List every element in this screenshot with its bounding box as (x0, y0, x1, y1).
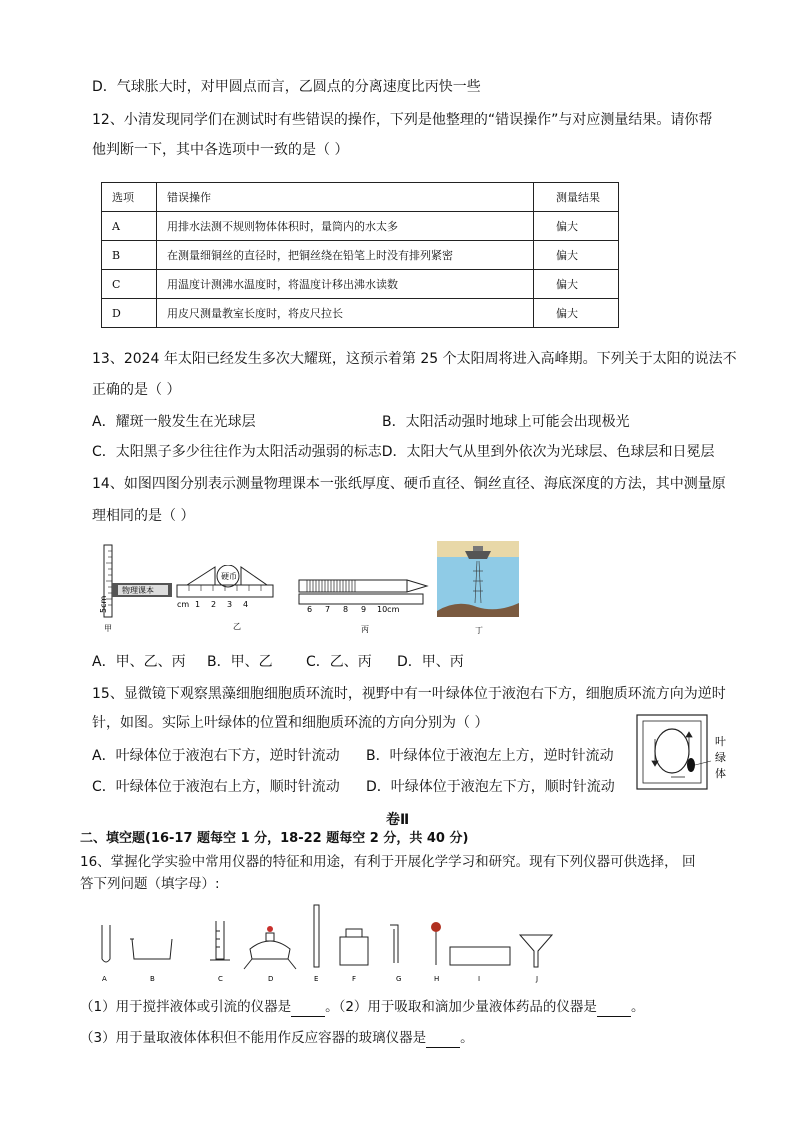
book-label: 物理课本 (122, 586, 154, 595)
svg-text:2: 2 (211, 600, 217, 609)
table-cell: B (102, 241, 157, 270)
table-cell: 偏大 (534, 241, 619, 270)
q16-sub2-period: 。 (630, 999, 645, 1015)
svg-text:1: 1 (195, 600, 201, 609)
svg-text:4: 4 (243, 600, 249, 609)
table-cell: 偏大 (534, 299, 619, 328)
q14-option-b: B．甲、乙 (207, 654, 273, 670)
figure-bing-pencil-wire (297, 576, 433, 636)
table-cell: C (102, 270, 157, 299)
figure-lab-instruments (92, 903, 562, 985)
q14-option-d: D．甲、丙 (397, 654, 464, 670)
q16-stem-line2: 答下列问题（填字母）: (80, 876, 220, 892)
table-cell: 用排水法测不规则物体体积时，量筒内的水太多 (157, 212, 534, 241)
figure-label-jia: 甲 (104, 624, 112, 633)
table-cell: 用皮尺测量教室长度时，将皮尺拉长 (157, 299, 534, 328)
q16-sub3-period: 。 (460, 1030, 474, 1046)
figure-plant-cell (635, 713, 731, 791)
q16-sub1-text: （1）用于搅拌液体或引流的仪器是 (80, 999, 292, 1015)
ruler-side-unit: 5cm (99, 595, 108, 613)
section-heading: 二、填空题(16-17 题每空 1 分，18-22 题每空 2 分，共 40 分) (80, 831, 469, 846)
answer-blank-1[interactable] (291, 1002, 325, 1017)
q14-option-a: A．甲、乙、丙 (92, 654, 186, 670)
svg-text:8: 8 (343, 605, 349, 614)
q16-sub-3 (80, 1028, 474, 1048)
chloroplast-label-2: 绿 (715, 751, 726, 764)
figure-yi-coin-triangles (175, 565, 275, 635)
letter-h: H (434, 975, 440, 983)
table-row (102, 241, 619, 270)
answer-blank-2[interactable] (597, 1002, 631, 1017)
volume-title: 卷Ⅱ (386, 812, 410, 828)
table-cell: 在测量细铜丝的直径时，把铜丝绕在铅笔上时没有排列紧密 (157, 241, 534, 270)
q14-option-c: C．乙、丙 (306, 654, 372, 670)
chloroplast-label-1: 叶 (715, 735, 726, 748)
q15-stem-line1: 15、显微镜下观察黑藻细胞细胞质环流时，视野中有一叶绿体位于液泡右下方，细胞质环流方向为逆时 (92, 686, 726, 702)
q13-stem-line1: 13、2024 年太阳已经发生多次大耀斑，这预示着第 25 个太阳周将进入高峰期。下列关于太阳的说法不 (92, 351, 737, 367)
letter-g: G (396, 975, 402, 983)
q14-stem-line1: 14、如图四图分别表示测量物理课本一张纸厚度、硬币直径、铜丝直径、海底深度的方法，其中测量原 (92, 476, 726, 492)
table-header-cell: 错误操作 (157, 183, 534, 212)
coin-label: 硬币 (221, 572, 237, 581)
q16-stem-line1: 16、掌握化学实验中常用仪器的特征和用途，有利于开展化学学习和研究。现有下列仪器可供选择， 回 (80, 854, 696, 870)
q12-stem-line2: 他判断一下，其中各选项中一致的是（ ） (92, 142, 349, 158)
q16-sub2-text: 。（2）用于吸取和滴加少量液体药品的仪器是 (325, 999, 597, 1015)
q13-stem-line2: 正确的是（ ） (92, 382, 181, 398)
q15-option-c: C．叶绿体位于液泡右上方，顺时针流动 (92, 779, 340, 795)
letter-i: I (478, 975, 481, 983)
letter-a: A (102, 975, 107, 983)
q15-option-b: B．叶绿体位于液泡左上方，逆时针流动 (366, 748, 614, 764)
table-cell: 偏大 (534, 212, 619, 241)
svg-text:9: 9 (361, 605, 367, 614)
figure-label-bing: 丙 (361, 625, 369, 634)
figure-label-ding: 丁 (475, 626, 483, 635)
q11-option-d: D．气球胀大时，对甲圆点而言，乙圆点的分离速度比丙快一些 (92, 79, 481, 95)
q16-sub3-text: （3）用于量取液体体积但不能用作反应容器的玻璃仪器是 (80, 1030, 427, 1046)
table-cell: D (102, 299, 157, 328)
letter-f: F (352, 975, 357, 983)
q15-option-a: A．叶绿体位于液泡右下方，逆时针流动 (92, 748, 340, 764)
q15-stem-line2: 针，如图。实际上叶绿体的位置和细胞质环流的方向分别为（ ） (92, 715, 489, 731)
letter-e: E (314, 975, 319, 983)
table-header-row (102, 183, 619, 212)
table-row (102, 270, 619, 299)
error-operation-table (101, 182, 619, 328)
table-row (102, 299, 619, 328)
ruler-unit: cm (177, 600, 190, 609)
table-row (102, 212, 619, 241)
q16-sub-1-2 (80, 997, 644, 1017)
q12-stem-line1: 12、小清发现同学们在测试时有些错误的操作，下列是他整理的“错误操作”与对应测量结果。请你帮 (92, 112, 713, 128)
answer-blank-3[interactable] (426, 1033, 460, 1048)
table-cell: A (102, 212, 157, 241)
svg-text:7: 7 (325, 605, 331, 614)
ruler2-end-label: 10cm (377, 605, 400, 614)
q15-option-d: D．叶绿体位于液泡左下方，顺时针流动 (366, 779, 615, 795)
table-header-cell: 选项 (102, 183, 157, 212)
svg-text:3: 3 (227, 600, 233, 609)
q13-option-cd: C．太阳黑子多少往往作为太阳活动强弱的标志D．太阳大气从里到外依次为光球层、色球层和日冕层 (92, 444, 715, 460)
letter-b: B (150, 975, 155, 983)
svg-text:6: 6 (307, 605, 313, 614)
figure-label-yi: 乙 (233, 622, 241, 631)
letter-d: D (268, 975, 274, 983)
q14-stem-line2: 理相同的是（ ） (92, 508, 195, 524)
q13-option-a: A．耀斑一般发生在光球层 (92, 414, 256, 430)
table-cell: 用温度计测沸水温度时，将温度计移出沸水读数 (157, 270, 534, 299)
letter-j: J (536, 975, 539, 983)
figure-jia-ruler-book (96, 543, 174, 635)
table-cell: 偏大 (534, 270, 619, 299)
table-header-cell: 测量结果 (534, 183, 619, 212)
letter-c: C (218, 975, 223, 983)
chloroplast-label-3: 体 (715, 767, 726, 780)
q13-option-b: B．太阳活动强时地球上可能会出现极光 (382, 414, 630, 430)
figure-ding-sonar-sea (437, 541, 519, 637)
